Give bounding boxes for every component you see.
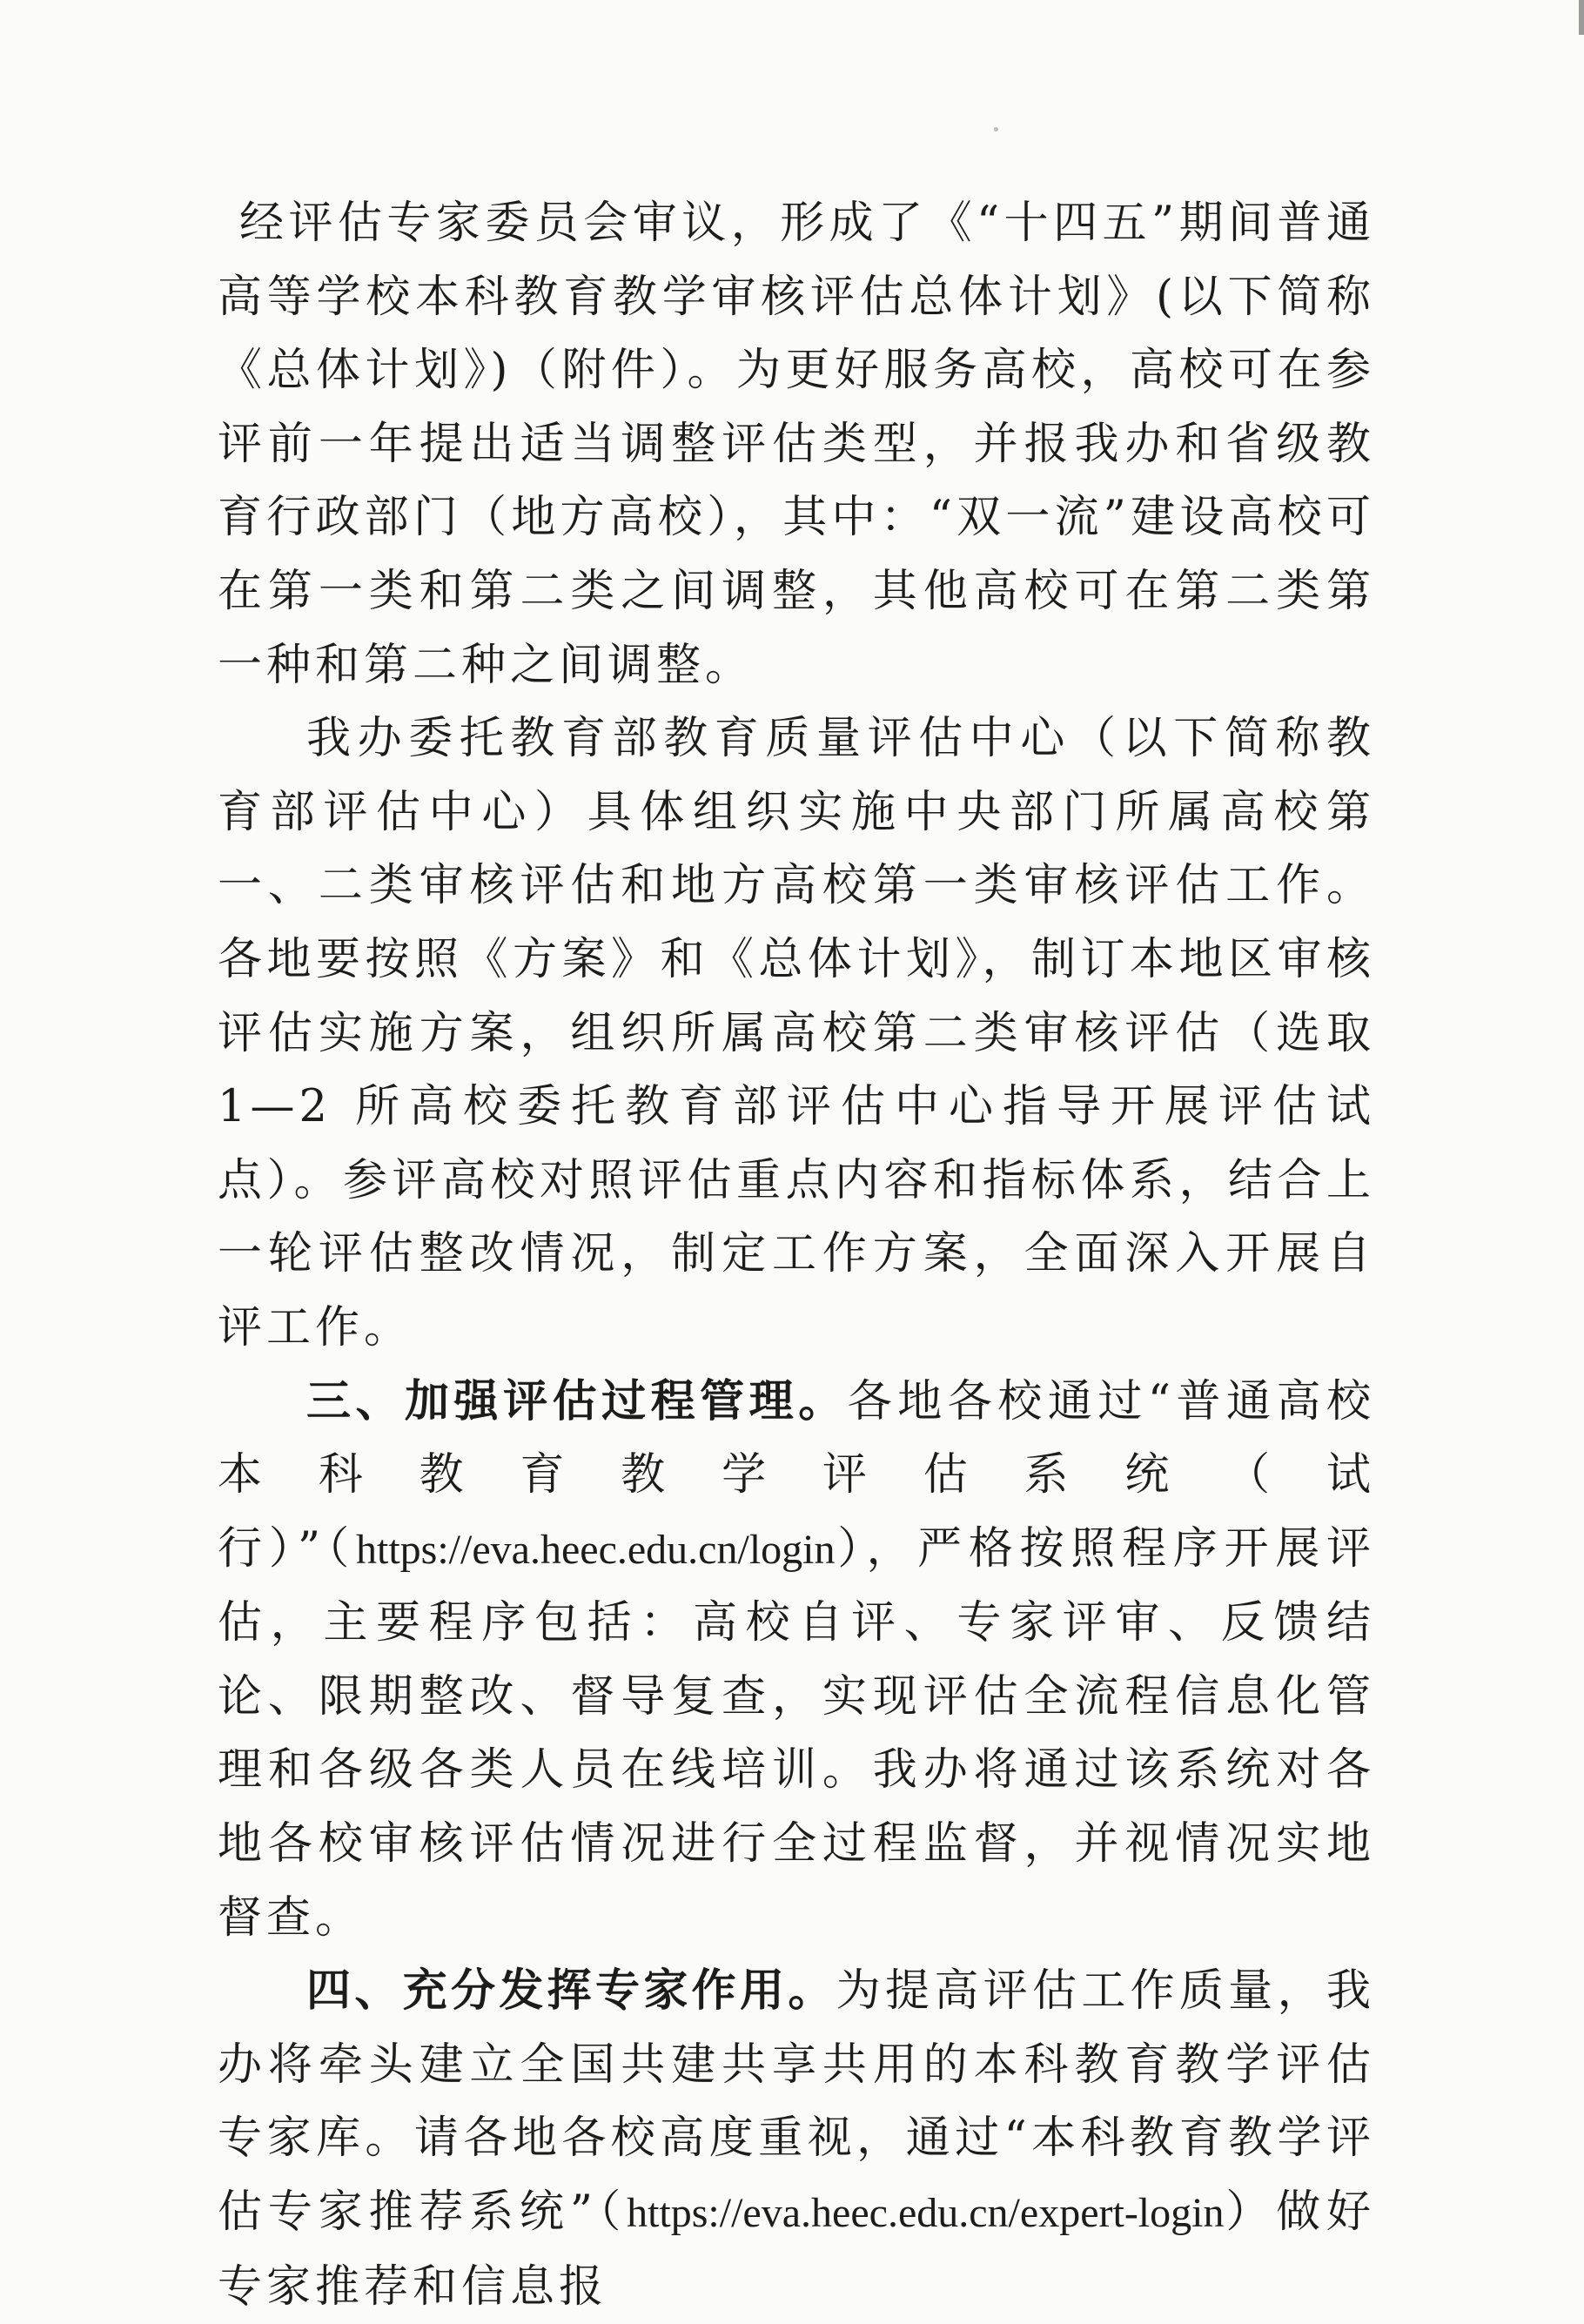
paragraph-text: 为提高评估工作质量，我办将牵头建立全国共建共享共用的本科教育教学评估专家库。请各地各校高度重视，通过“本科教育教学评估专家推荐系统”（ (218, 1965, 1375, 2239)
paragraph-text: 各地各校通过“普通高校本科教育教学评估系统（试行）”（ (218, 1375, 1375, 1575)
paragraph-continued: 经评估专家委员会审议，形成了《“十四五”期间普通高等学校本科教育教学审核评估总体计划》(以下简称《总体计划》)（附件）。为更好服务高校，高校可在参评前一年提出适当调整评估类型，并报我办和省级教育行政部门（地方高校），其中：“双一流”建设高校可在第一类和第二类之间调整，其他高校可在第二类第一种和第二种之间调整。 (218, 198, 1375, 691)
section-heading-four: 四、充分发挥专家作用。 (306, 1965, 836, 2018)
paragraph-expert-role (218, 1955, 1375, 2324)
section-heading-three: 三、加强评估过程管理。 (306, 1375, 848, 1427)
system-url-expert-login: https://eva.heec.edu.cn/expert-login (627, 2190, 1225, 2237)
scan-edge-mark (1579, 0, 1584, 35)
paragraph-text: ）做好专家推荐和信息报 (218, 2186, 1375, 2313)
paragraph-process-management (218, 1366, 1375, 1956)
scan-speck (994, 127, 998, 131)
system-url-login: https://eva.heec.edu.cn/login (355, 1526, 836, 1573)
paragraph-text: ），严格按照程序开展评估，主要程序包括：高校自评、专家评审、反馈结论、限期整改、督导复查，实现评估全流程信息化管理和各级各类人员在线培训。我办将通过该系统对各地各校审核评估情况进行全过程监督，并视情况实地督查。 (218, 1522, 1375, 1944)
paragraph-entrusted-center: 我办委托教育部教育质量评估中心（以下简称教育部评估中心）具体组织实施中央部门所属高校第一、二类审核评估和地方高校第一类审核评估工作。各地要按照《方案》和《总体计划》，制订本地区审核评估实施方案，组织所属高校第二类审核评估（选取 1—2 所高校委托教育部评估中心指导开展评估试点）。参评高校对照评估重点内容和指标体系，结合上一轮评估整改情况，制定工作方案，全面深入开展自评工作。 (218, 713, 1375, 1353)
document-body (218, 187, 1375, 2324)
